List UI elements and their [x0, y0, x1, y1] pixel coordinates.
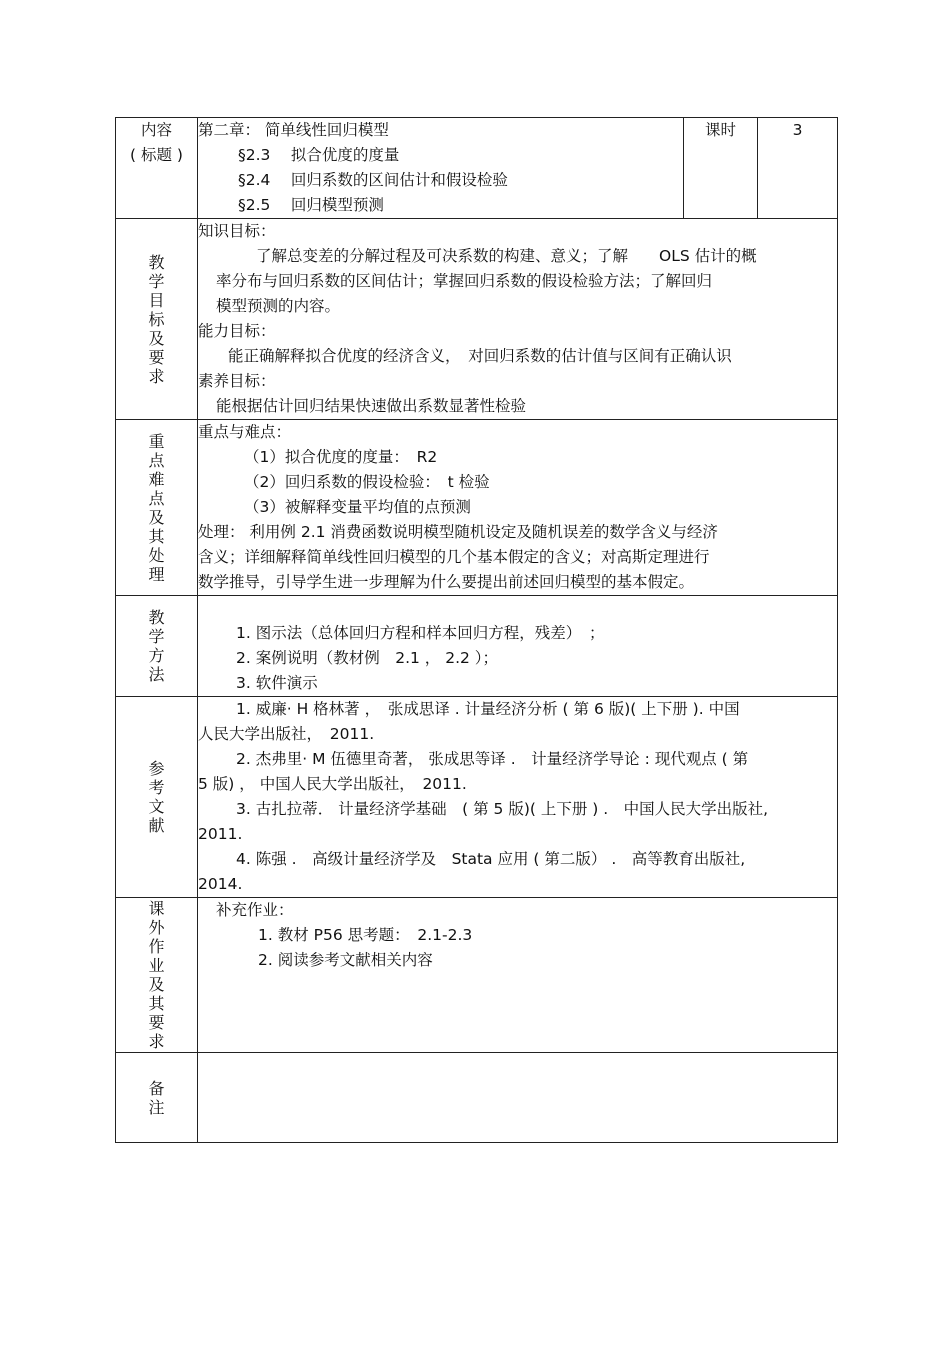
keypoints-label-char: 及: [148, 507, 165, 527]
chapter-title: 第二章： 简单线性回归模型: [198, 121, 389, 139]
reference-line: 4. 陈强 . 高级计量经济学及 Stata 应用 ( 第二版） . 高等教育出版社,: [236, 850, 746, 868]
ability-title: 能力目标：: [198, 322, 276, 340]
hours-value: 3: [792, 121, 803, 139]
title-label: ( 标题 ): [130, 146, 183, 164]
objectives-label-char: 标: [148, 309, 165, 329]
keypoints-label-cell: [116, 420, 198, 596]
homework-label-char: 作: [148, 937, 165, 956]
keypoint-item: （2）回归系数的假设检验： t 检验: [244, 473, 490, 491]
quality-title: 素养目标：: [198, 372, 276, 390]
objectives-label-char: 学: [148, 271, 165, 291]
quality-line: 能根据估计回归结果快速做出系数显著性检验: [216, 397, 527, 415]
references-content-cell: [198, 697, 838, 898]
objectives-label-char: 及: [148, 328, 165, 348]
homework-label-char: 及: [148, 975, 165, 994]
ability-line: 能正确解释拟合优度的经济含义， 对回归系数的估计值与区间有正确认识: [228, 347, 732, 365]
content-title-row: [116, 118, 838, 219]
homework-label-char: 要: [148, 1013, 165, 1032]
objectives-label-char: 要: [148, 347, 165, 367]
method-item: 1. 图示法（总体回归方程和样本回归方程，残差） ；: [236, 624, 605, 642]
reference-line: 1. 威廉· H 格林著 ， 张成思译 . 计量经济分析 ( 第 6 版)( 上下册 ). 中国: [236, 700, 740, 718]
keypoints-label-char: 理: [148, 564, 165, 584]
methods-content-cell: [198, 596, 838, 697]
reference-line: 人民大学出版社， 2011.: [198, 725, 375, 743]
hours-label-cell: [684, 118, 758, 219]
knowledge-line: 率分布与回归系数的区间估计；掌握回归系数的假设检验方法；了解回归: [216, 272, 713, 290]
objectives-row: [116, 219, 838, 420]
methods-label-char: 方: [148, 646, 165, 665]
objectives-label-char: 求: [148, 366, 165, 386]
homework-content-cell: [198, 898, 838, 1053]
homework-item: 2. 阅读参考文献相关内容: [258, 951, 433, 969]
objectives-content-cell: [198, 219, 838, 420]
reference-line: 5 版) ， 中国人民大学出版社， 2011.: [198, 775, 467, 793]
objectives-label-cell: [116, 219, 198, 420]
methods-label-char: 教: [148, 608, 165, 627]
homework-label-char: 外: [148, 918, 165, 937]
handling-line: 含义；详细解释简单线性回归模型的几个基本假定的含义；对高斯定理进行: [198, 548, 710, 566]
section-item: §2.4 回归系数的区间估计和假设检验: [238, 171, 508, 189]
homework-label-cell: [116, 898, 198, 1053]
method-item: 3. 软件演示: [236, 674, 318, 692]
objectives-label-char: 教: [148, 252, 165, 272]
hours-label: 课时: [704, 121, 736, 139]
keypoints-row: [116, 420, 838, 596]
notes-label-cell: [116, 1053, 198, 1143]
reference-line: 3. 古扎拉蒂． 计量经济学基础 ( 第 5 版)( 上下册 ) . 中国人民大学出版社,: [236, 800, 769, 818]
method-item: 2. 案例说明（教材例 2.1 ， 2.2 ）；: [236, 649, 499, 667]
notes-row: [116, 1053, 838, 1143]
reference-line: 2. 杰弗里· M 伍德里奇著， 张成思等译 . 计量经济学导论 : 现代观点 ( 第: [236, 750, 749, 768]
methods-row: [116, 596, 838, 697]
methods-label-char: 学: [148, 627, 165, 646]
notes-content-cell: [198, 1053, 838, 1143]
reference-line: 2011.: [198, 825, 243, 843]
methods-label-char: 法: [148, 665, 165, 684]
hours-value-cell: [758, 118, 838, 219]
notes-label-char: 备: [148, 1078, 165, 1098]
homework-item: 1. 教材 P56 思考题： 2.1-2.3: [258, 926, 473, 944]
handling-line: 数学推导，引导学生进一步理解为什么要提出前述回归模型的基本假定。: [198, 573, 695, 591]
lesson-plan-sheet: [115, 117, 837, 1143]
knowledge-line: 了解总变差的分解过程及可决系数的构建、意义；了解 OLS 估计的概: [256, 247, 757, 265]
handling-line: 处理： 利用例 2.1 消费函数说明模型随机设定及随机误差的数学含义与经济: [198, 523, 718, 541]
references-label-char: 参: [148, 759, 165, 778]
knowledge-line: 模型预测的内容。: [216, 297, 341, 315]
references-label-char: 文: [148, 797, 165, 816]
notes-label-char: 注: [148, 1097, 165, 1117]
keypoints-label-char: 难: [148, 469, 165, 489]
section-item: §2.3 拟合优度的度量: [238, 146, 400, 164]
objectives-label-char: 目: [148, 290, 165, 310]
homework-label-char: 其: [148, 994, 165, 1013]
keypoint-item: （3）被解释变量平均值的点预测: [244, 498, 471, 516]
keypoints-label-char: 处: [148, 545, 165, 565]
content-label-cell: [116, 118, 198, 219]
knowledge-title: 知识目标：: [198, 222, 276, 240]
references-label-char: 考: [148, 778, 165, 797]
homework-row: [116, 898, 838, 1053]
keypoints-label-char: 点: [148, 450, 165, 470]
references-label-char: 献: [148, 816, 165, 835]
keypoints-label-char: 重: [148, 431, 165, 451]
homework-label-char: 求: [148, 1032, 165, 1051]
keypoints-title: 重点与难点：: [198, 423, 292, 441]
lesson-plan-table: [115, 117, 838, 1143]
references-row: [116, 697, 838, 898]
keypoints-label-char: 其: [148, 526, 165, 546]
keypoints-label-char: 点: [148, 488, 165, 508]
content-label: 内容: [140, 121, 172, 139]
keypoint-item: （1）拟合优度的度量： R2: [244, 448, 438, 466]
reference-line: 2014.: [198, 875, 243, 893]
homework-label-char: 课: [148, 899, 165, 918]
references-label-cell: [116, 697, 198, 898]
chapter-cell: [198, 118, 684, 219]
homework-title: 补充作业：: [216, 901, 294, 919]
homework-label-char: 业: [148, 956, 165, 975]
section-item: §2.5 回归模型预测: [238, 196, 384, 214]
keypoints-content-cell: [198, 420, 838, 596]
methods-label-cell: [116, 596, 198, 697]
